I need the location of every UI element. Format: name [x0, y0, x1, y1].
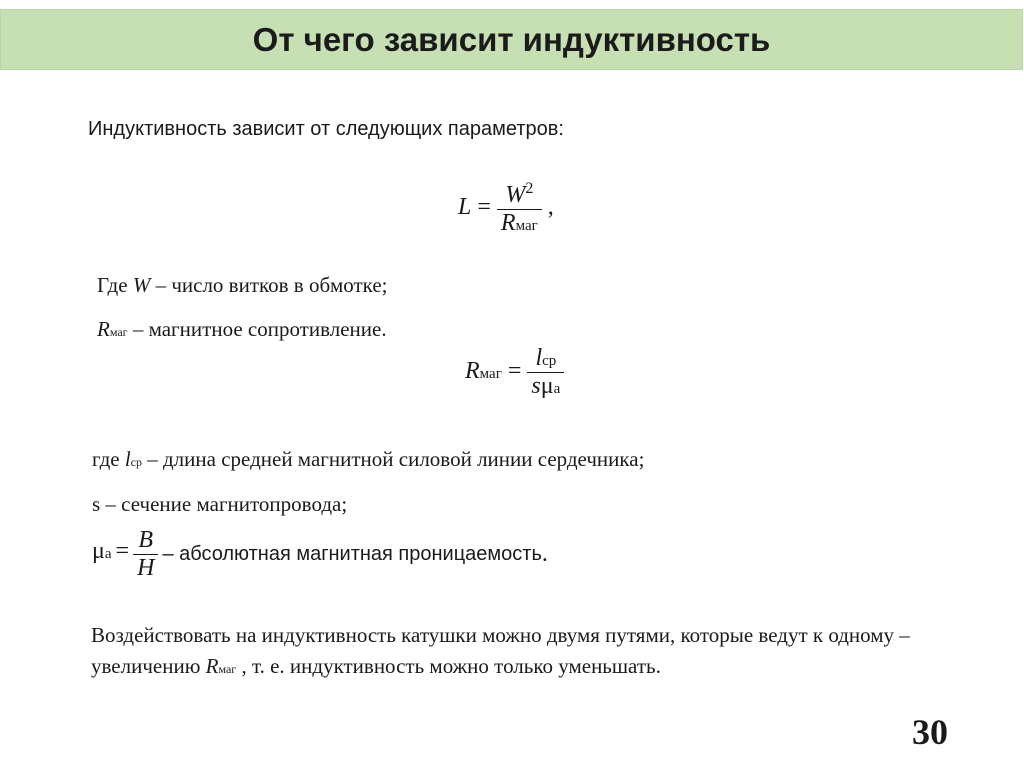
definition-w-var: W [132, 273, 151, 297]
definition-lcp-prefix: где [92, 447, 125, 471]
title-bar [0, 9, 1023, 70]
formula-permeability-numerator: B [138, 527, 154, 553]
numerator-var: W [505, 182, 526, 208]
denominator-sub: маг [515, 218, 538, 234]
conclusion-part1: Воздействовать на индуктивность катушки можно двумя путями, которые ведут к одному – увеличению [91, 623, 910, 678]
formula-inductance-denominator [497, 209, 542, 237]
formula-reluctance-denominator [527, 372, 564, 400]
formula-inductance-fraction [497, 180, 542, 237]
formula-permeability-description: – абсолютная магнитная проницаемость [162, 543, 542, 565]
formula-reluctance-eq: = [507, 358, 522, 385]
conclusion-var: R [205, 654, 219, 678]
formula-inductance-lhs: L [458, 194, 472, 221]
definition-w-prefix: Где [97, 273, 133, 297]
definition-lcp [92, 447, 644, 472]
definition-lcp-sub: ср [130, 455, 142, 469]
formula-permeability-eq: = [115, 538, 130, 565]
definition-rmag-var: R [97, 317, 110, 341]
formula-inductance [458, 180, 554, 237]
definition-rmag-sub: маг [109, 325, 128, 339]
definition-lcp-var: l [124, 447, 131, 471]
formula-inductance-eq: = [477, 194, 491, 221]
formula-reluctance [465, 345, 564, 400]
definition-rmag [97, 317, 387, 342]
page-number: 30 [912, 712, 948, 752]
denominator-sub: а [553, 381, 561, 397]
formula-reluctance-numerator [527, 345, 564, 372]
denominator-var: s [531, 373, 541, 399]
formula-reluctance-fraction [527, 345, 564, 400]
conclusion-paragraph [91, 620, 931, 685]
definition-rmag-text: – магнитное сопротивление. [127, 317, 387, 341]
formula-permeability [92, 527, 548, 582]
definition-w-text: – число витков в обмотке; [150, 273, 388, 297]
formula-reluctance-lhs-var: R [465, 358, 480, 385]
conclusion-sub: маг [218, 662, 237, 676]
formula-permeability-denominator: H [133, 554, 158, 582]
formula-reluctance-lhs-sub: маг [479, 366, 502, 383]
intro-text: Индуктивность зависит от следующих параметров: [88, 118, 564, 140]
definition-lcp-text: – длина средней магнитной силовой линии сердечника; [142, 447, 645, 471]
formula-permeability-mu: μ [92, 538, 105, 565]
formula-permeability-tail: . [541, 541, 548, 567]
formula-permeability-sub: а [104, 546, 112, 563]
numerator-sub: ср [542, 353, 557, 369]
definition-w [97, 273, 387, 298]
formula-permeability-fraction [133, 527, 158, 582]
formula-inductance-tail: , [547, 194, 554, 221]
slide-title: От чего зависит индуктивность [252, 20, 771, 58]
numerator-var: l [535, 345, 543, 371]
denominator-mu: μ [540, 373, 554, 399]
definition-s: s – сечение магнитопровода; [92, 492, 348, 516]
denominator-var: R [500, 210, 516, 236]
numerator-exponent: 2 [525, 180, 534, 197]
conclusion-part2: , т. е. индуктивность можно только уменьшать. [236, 654, 661, 678]
formula-inductance-numerator [497, 180, 542, 209]
